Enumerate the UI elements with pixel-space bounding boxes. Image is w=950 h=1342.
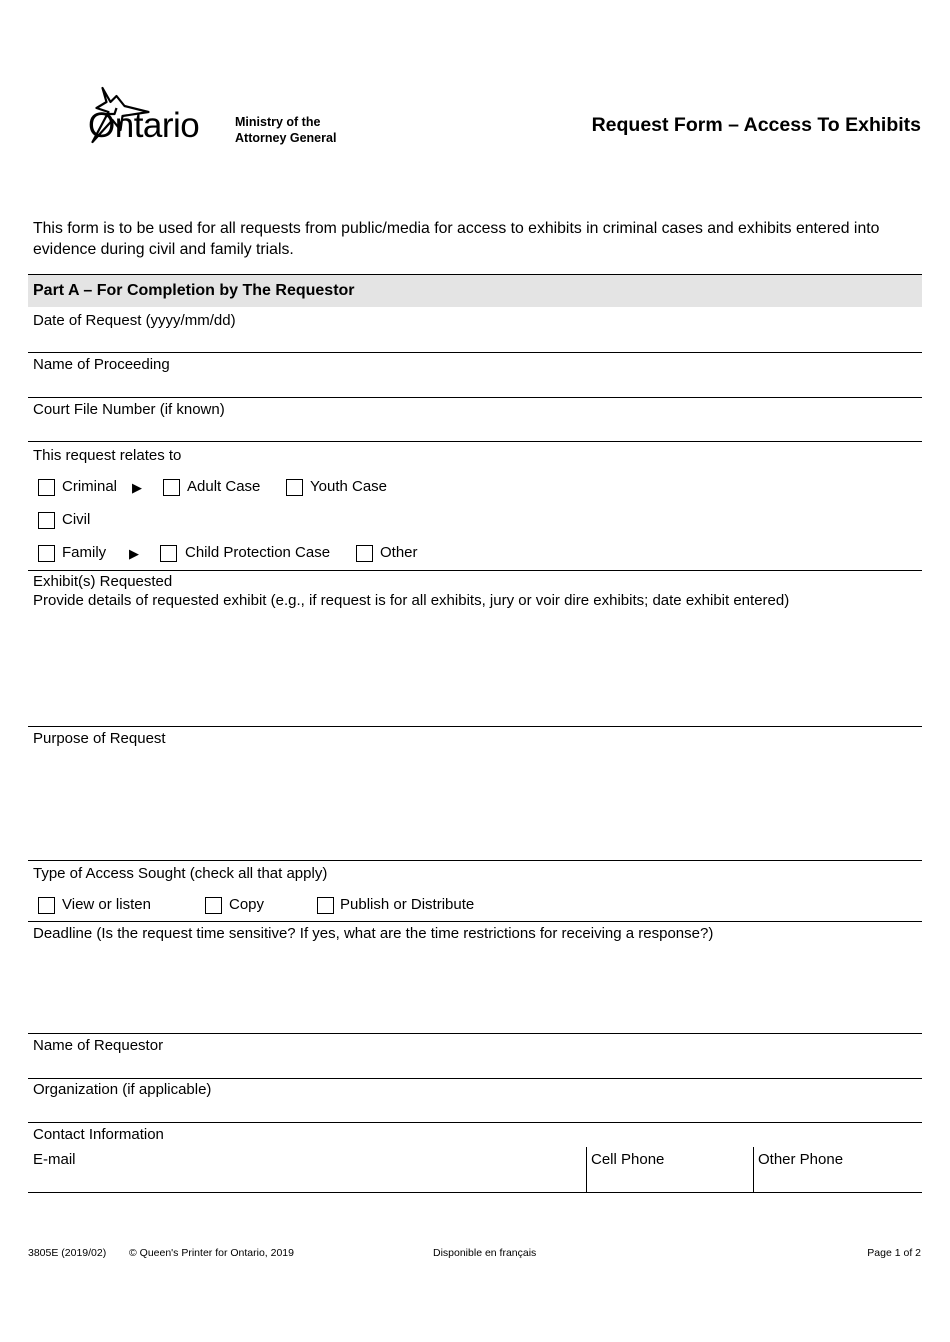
- other-label: Other: [380, 544, 418, 561]
- court-file-number-label: Court File Number (if known): [33, 401, 225, 418]
- copy-checkbox[interactable]: [205, 897, 222, 914]
- deadline-label: Deadline (Is the request time sensitive? If yes, what are the time restrictions for receiving a response?): [33, 925, 714, 942]
- publish-distribute-label: Publish or Distribute: [340, 896, 475, 913]
- divider: [28, 570, 922, 571]
- part-a-heading: Part A – For Completion by The Requestor: [28, 274, 922, 307]
- purpose-of-request-label: Purpose of Request: [33, 730, 166, 747]
- child-protection-label: Child Protection Case: [185, 544, 331, 561]
- divider: [586, 1147, 587, 1192]
- adult-case-label: Adult Case: [187, 478, 261, 495]
- child-protection-checkbox[interactable]: [160, 545, 177, 562]
- contact-information-field[interactable]: [28, 1192, 922, 1193]
- copy-label: Copy: [229, 896, 265, 913]
- deadline-field[interactable]: [28, 1033, 922, 1034]
- ontario-wordmark: Ontario: [88, 106, 200, 145]
- criminal-label: Criminal: [62, 478, 118, 495]
- arrow-right-icon: ▶: [132, 480, 142, 495]
- date-of-request-field[interactable]: [28, 352, 922, 353]
- civil-label: Civil: [62, 511, 91, 528]
- family-label: Family: [62, 544, 107, 561]
- court-file-number-field[interactable]: [28, 441, 922, 442]
- family-checkbox[interactable]: [38, 545, 55, 562]
- ministry-name: Ministry of the Attorney General: [235, 115, 337, 145]
- other-phone-label: Other Phone: [758, 1151, 844, 1168]
- copyright: © Queen's Printer for Ontario, 2019: [129, 1247, 294, 1259]
- adult-case-checkbox[interactable]: [163, 479, 180, 496]
- purpose-of-request-field[interactable]: [28, 860, 922, 861]
- intro-text: This form is to be used for all requests from public/media for access to exhibits in criminal cases and exhibits entered into evidence during civil and family trials.: [33, 220, 880, 258]
- form-number: 3805E (2019/02): [28, 1247, 107, 1259]
- cell-phone-label: Cell Phone: [591, 1151, 665, 1168]
- other-checkbox[interactable]: [356, 545, 373, 562]
- exhibits-help-text: Provide details of requested exhibit (e.g., if request is for all exhibits, jury or voir dire exhibits; date exhibit entered): [33, 592, 790, 609]
- publish-distribute-checkbox[interactable]: [317, 897, 334, 914]
- name-of-proceeding-field[interactable]: [28, 397, 922, 398]
- arrow-right-icon: ▶: [129, 546, 139, 561]
- french-availability: Disponible en français: [433, 1247, 537, 1259]
- page-number: Page 1 of 2: [867, 1247, 921, 1259]
- criminal-checkbox[interactable]: [38, 479, 55, 496]
- youth-case-label: Youth Case: [310, 478, 388, 495]
- organization-label: Organization (if applicable): [33, 1081, 212, 1098]
- name-of-requestor-label: Name of Requestor: [33, 1037, 164, 1054]
- form-title: Request Form – Access To Exhibits: [591, 114, 921, 136]
- name-of-requestor-field[interactable]: [28, 1078, 922, 1079]
- name-of-proceeding-label: Name of Proceeding: [33, 356, 170, 373]
- exhibits-requested-field[interactable]: [28, 726, 922, 727]
- access-type-label: Type of Access Sought (check all that apply): [33, 865, 328, 882]
- exhibits-requested-label: Exhibit(s) Requested: [33, 573, 173, 590]
- contact-information-label: Contact Information: [33, 1126, 164, 1143]
- view-listen-checkbox[interactable]: [38, 897, 55, 914]
- request-relates-label: This request relates to: [33, 447, 182, 464]
- youth-case-checkbox[interactable]: [286, 479, 303, 496]
- organization-field[interactable]: [28, 1122, 922, 1123]
- civil-checkbox[interactable]: [38, 512, 55, 529]
- divider: [753, 1147, 754, 1192]
- view-listen-label: View or listen: [62, 896, 151, 913]
- divider: [28, 921, 922, 922]
- date-of-request-label: Date of Request (yyyy/mm/dd): [33, 312, 236, 329]
- email-label: E-mail: [33, 1151, 76, 1168]
